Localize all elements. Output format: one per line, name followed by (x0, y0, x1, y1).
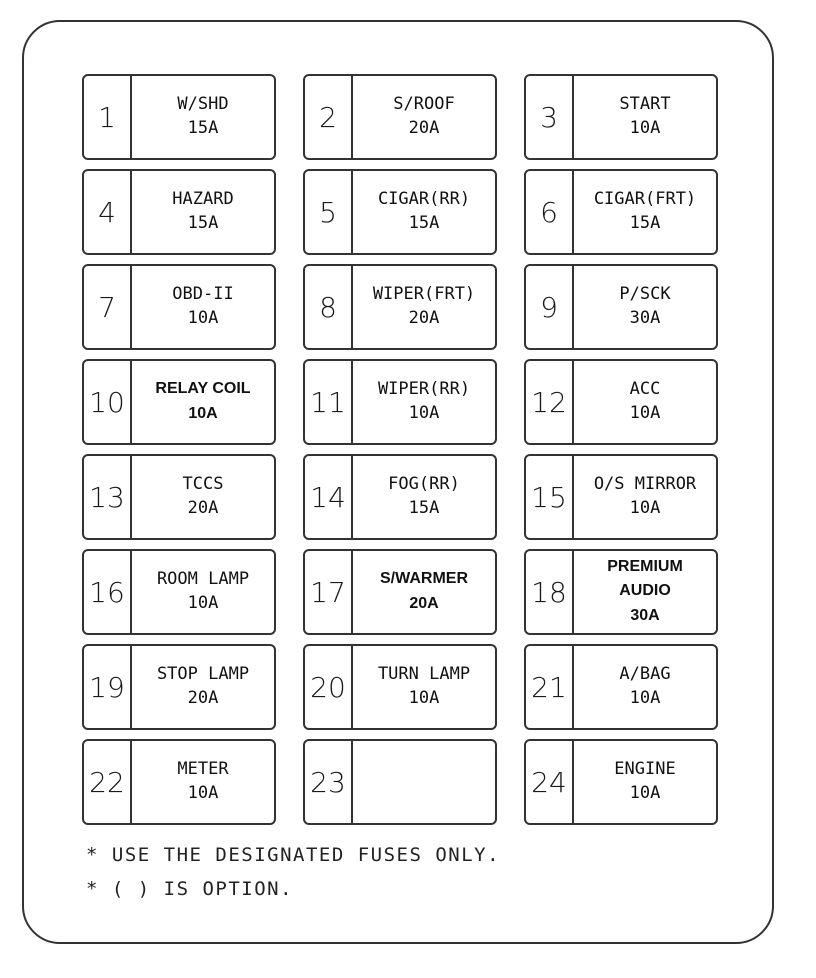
fuse-cell (524, 644, 718, 730)
fuse-info (132, 551, 274, 633)
fuse-rating: 15A (187, 118, 219, 138)
fuse-cell (524, 549, 718, 635)
fuse-info (574, 646, 716, 728)
fuse-info (574, 456, 716, 538)
fuse-number: 3 (526, 76, 574, 158)
fuse-label: OBD-II (172, 284, 234, 304)
fuse-info (574, 741, 716, 823)
fuse-cell (524, 454, 718, 540)
fuse-label: WIPER(FRT) (372, 284, 476, 304)
fuse-label: ACC (629, 379, 661, 399)
fuse-rating: 20A (408, 118, 440, 138)
fuse-label: RELAY COIL (155, 380, 251, 397)
fuse-number: 16 (84, 551, 132, 633)
fuse-info (574, 171, 716, 253)
fuse-cell (303, 549, 497, 635)
fuse-label: ROOM LAMP (156, 569, 250, 589)
fuse-info (353, 551, 495, 633)
fuse-rating: 30A (630, 607, 660, 624)
note-option: * ( ) IS OPTION. (86, 878, 294, 900)
fuse-number: 1 (84, 76, 132, 158)
fuse-cell (524, 359, 718, 445)
fuse-number: 10 (84, 361, 132, 443)
fuse-cell (303, 644, 497, 730)
fuse-info (574, 266, 716, 348)
fuse-label: FOG(RR) (388, 474, 460, 494)
fuse-label: TCCS (182, 474, 224, 494)
fuse-rating: 15A (187, 213, 219, 233)
fuse-rating: 20A (187, 688, 219, 708)
fuse-label: CIGAR(RR) (377, 189, 471, 209)
fuse-label: P/SCK (619, 284, 671, 304)
fuse-info (353, 171, 495, 253)
fuse-cell (82, 169, 276, 255)
fuse-number: 9 (526, 266, 574, 348)
fuse-label: STOP LAMP (156, 664, 250, 684)
fuse-cell (82, 454, 276, 540)
fuse-info (353, 646, 495, 728)
fuse-number: 4 (84, 171, 132, 253)
fuse-number: 21 (526, 646, 574, 728)
fuse-label: START (619, 94, 671, 114)
fuse-number: 11 (305, 361, 353, 443)
fuse-label: TURN LAMP (377, 664, 471, 684)
fuse-number: 19 (84, 646, 132, 728)
fuse-info (353, 361, 495, 443)
fuse-rating: 15A (629, 213, 661, 233)
fuse-rating: 10A (629, 118, 661, 138)
fuse-label: WIPER(RR) (377, 379, 471, 399)
fuse-label: S/WARMER (380, 570, 468, 587)
fuse-cell (303, 739, 497, 825)
fuse-info (132, 361, 274, 443)
fuse-info (353, 266, 495, 348)
fuse-rating: 10A (187, 593, 219, 613)
fuse-rating: 10A (629, 403, 661, 423)
fuse-cell (82, 74, 276, 160)
fuse-number: 12 (526, 361, 574, 443)
fuse-label: A/BAG (619, 664, 671, 684)
fuse-number: 23 (305, 741, 353, 823)
fuse-cell (303, 359, 497, 445)
fuse-number: 18 (526, 551, 574, 633)
fuse-grid (82, 74, 718, 825)
fuse-info (574, 551, 716, 633)
fuse-number: 17 (305, 551, 353, 633)
fuse-label: ENGINE (614, 759, 676, 779)
fuse-rating: 15A (408, 498, 440, 518)
fuse-number: 13 (84, 456, 132, 538)
fuse-label: HAZARD (172, 189, 234, 209)
fuse-label: METER (177, 759, 229, 779)
fuse-rating: 20A (408, 308, 440, 328)
fuse-cell (82, 644, 276, 730)
fuse-label: S/ROOF (393, 94, 455, 114)
fuse-label: PREMIUM AUDIO (607, 558, 683, 599)
fuse-cell (82, 359, 276, 445)
fuse-rating: 10A (629, 498, 661, 518)
fuse-number: 15 (526, 456, 574, 538)
fuse-number: 6 (526, 171, 574, 253)
fuse-info (132, 76, 274, 158)
fuse-cell (524, 169, 718, 255)
fuse-number: 20 (305, 646, 353, 728)
fuse-number: 5 (305, 171, 353, 253)
fuse-rating: 10A (629, 688, 661, 708)
fuse-label: O/S MIRROR (593, 474, 697, 494)
fuse-info (353, 76, 495, 158)
fuse-cell (303, 454, 497, 540)
fuse-number: 2 (305, 76, 353, 158)
fuse-info (132, 266, 274, 348)
fuse-info (574, 361, 716, 443)
fuse-cell (524, 74, 718, 160)
fuse-info (132, 171, 274, 253)
fuse-rating: 10A (187, 308, 219, 328)
note-designated-fuses: * USE THE DESIGNATED FUSES ONLY. (86, 844, 501, 866)
fuse-number: 8 (305, 266, 353, 348)
fuse-cell (303, 74, 497, 160)
fuse-info (132, 456, 274, 538)
fuse-cell (524, 264, 718, 350)
fuse-info (353, 741, 495, 823)
fuse-rating: 10A (408, 403, 440, 423)
fuse-info (132, 741, 274, 823)
fuse-cell (303, 264, 497, 350)
fuse-number: 22 (84, 741, 132, 823)
fuse-rating: 15A (408, 213, 440, 233)
fuse-rating: 10A (629, 783, 661, 803)
fuse-rating: 10A (188, 405, 218, 422)
fuse-cell (82, 739, 276, 825)
fuse-number: 24 (526, 741, 574, 823)
notes (86, 838, 500, 906)
fuse-cell (524, 739, 718, 825)
fuse-label: CIGAR(FRT) (593, 189, 697, 209)
fuse-cell (303, 169, 497, 255)
fuse-info (353, 456, 495, 538)
fuse-rating: 20A (187, 498, 219, 518)
fuse-rating: 30A (629, 308, 661, 328)
fuse-info (132, 646, 274, 728)
fuse-number: 14 (305, 456, 353, 538)
fuse-info (574, 76, 716, 158)
fuse-cell (82, 264, 276, 350)
fuse-cell (82, 549, 276, 635)
fuse-number: 7 (84, 266, 132, 348)
fuse-rating: 20A (409, 595, 439, 612)
fuse-label: W/SHD (177, 94, 229, 114)
fuse-rating: 10A (408, 688, 440, 708)
fuse-rating: 10A (187, 783, 219, 803)
